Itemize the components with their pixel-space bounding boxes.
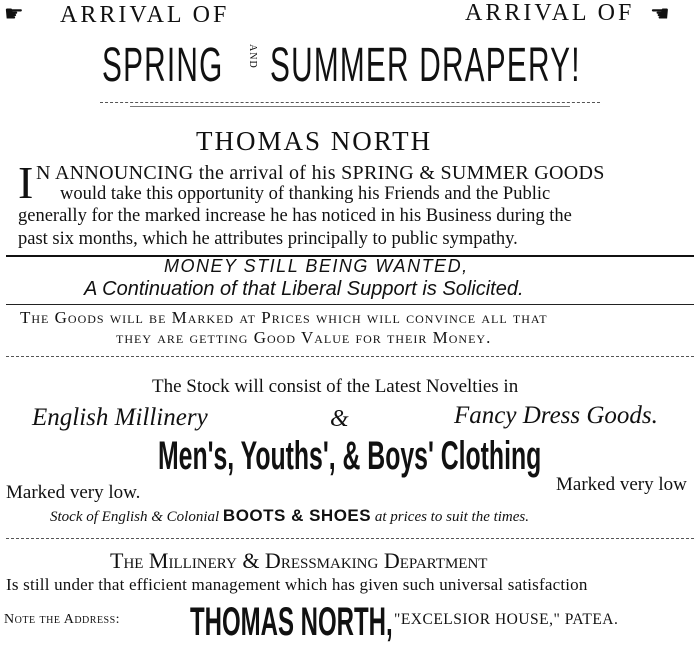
money-wanted-notice: MONEY STILL BEING WANTED, bbox=[164, 256, 469, 276]
address-merchant-name: THOMAS NORTH, bbox=[190, 600, 393, 644]
support-solicited-notice: A Continuation of that Liberal Support is Solicited. bbox=[84, 278, 524, 300]
divider-rule bbox=[6, 538, 694, 539]
clothing-heading: Men's, Youths', & Boys' Clothing bbox=[158, 434, 542, 478]
english-millinery-text: English Millinery bbox=[32, 404, 208, 431]
summer-drapery-heading: SUMMER DRAPERY! bbox=[270, 39, 581, 92]
pointing-hand-left-icon: ☛ bbox=[650, 2, 670, 27]
and-vertical-text: AND bbox=[247, 44, 258, 69]
department-title: The Millinery & Dressmaking Department bbox=[110, 548, 488, 573]
address-location: "EXCELSIOR HOUSE," PATEA. bbox=[394, 611, 619, 628]
announcement-line-3: generally for the marked increase he has noticed in his Business during the bbox=[18, 206, 572, 226]
stock-intro: The Stock will consist of the Latest Novelties in bbox=[152, 376, 519, 397]
arrival-heading-left: ARRIVAL OF bbox=[60, 2, 230, 28]
pointing-hand-right-icon: ☛ bbox=[4, 2, 24, 27]
goods-notice-line-1: The Goods will be Marked at Prices which will convince all that bbox=[20, 308, 548, 327]
spring-heading: SPRING bbox=[102, 39, 224, 92]
marked-very-low-right: Marked very low bbox=[556, 474, 687, 495]
divider-rule bbox=[6, 356, 694, 357]
ampersand-text: & bbox=[330, 406, 349, 432]
announcement-line-1: N ANNOUNCING the arrival of his SPRING & SUMMER GOODS bbox=[36, 162, 605, 184]
department-subtitle: Is still under that efficient management which has given such universal satisfaction bbox=[6, 575, 588, 594]
announcement-line-4: past six months, which he attributes principally to public sympathy. bbox=[18, 229, 518, 249]
boots-prefix-text: Stock of English & Colonial bbox=[50, 509, 220, 525]
boots-shoes-line bbox=[50, 506, 529, 526]
merchant-name: THOMAS NORTH bbox=[196, 126, 433, 156]
marked-very-low-left: Marked very low. bbox=[6, 482, 141, 503]
announcement-dropcap: I bbox=[18, 157, 34, 208]
divider-rule bbox=[6, 304, 694, 305]
boots-shoes-text: BOOTS & SHOES bbox=[222, 506, 372, 525]
arrival-heading-right: ARRIVAL OF bbox=[465, 0, 635, 26]
announcement-line-2: would take this opportunity of thanking his Friends and the Public bbox=[60, 184, 551, 204]
divider-rule bbox=[100, 102, 600, 103]
goods-notice-line-2: they are getting Good Value for their Money. bbox=[116, 328, 492, 347]
boots-suffix-text: at prices to suit the times. bbox=[374, 509, 530, 525]
fancy-dress-goods-text: Fancy Dress Goods. bbox=[454, 402, 658, 429]
address-label: Note the Address: bbox=[4, 612, 121, 627]
divider-rule bbox=[130, 106, 570, 107]
